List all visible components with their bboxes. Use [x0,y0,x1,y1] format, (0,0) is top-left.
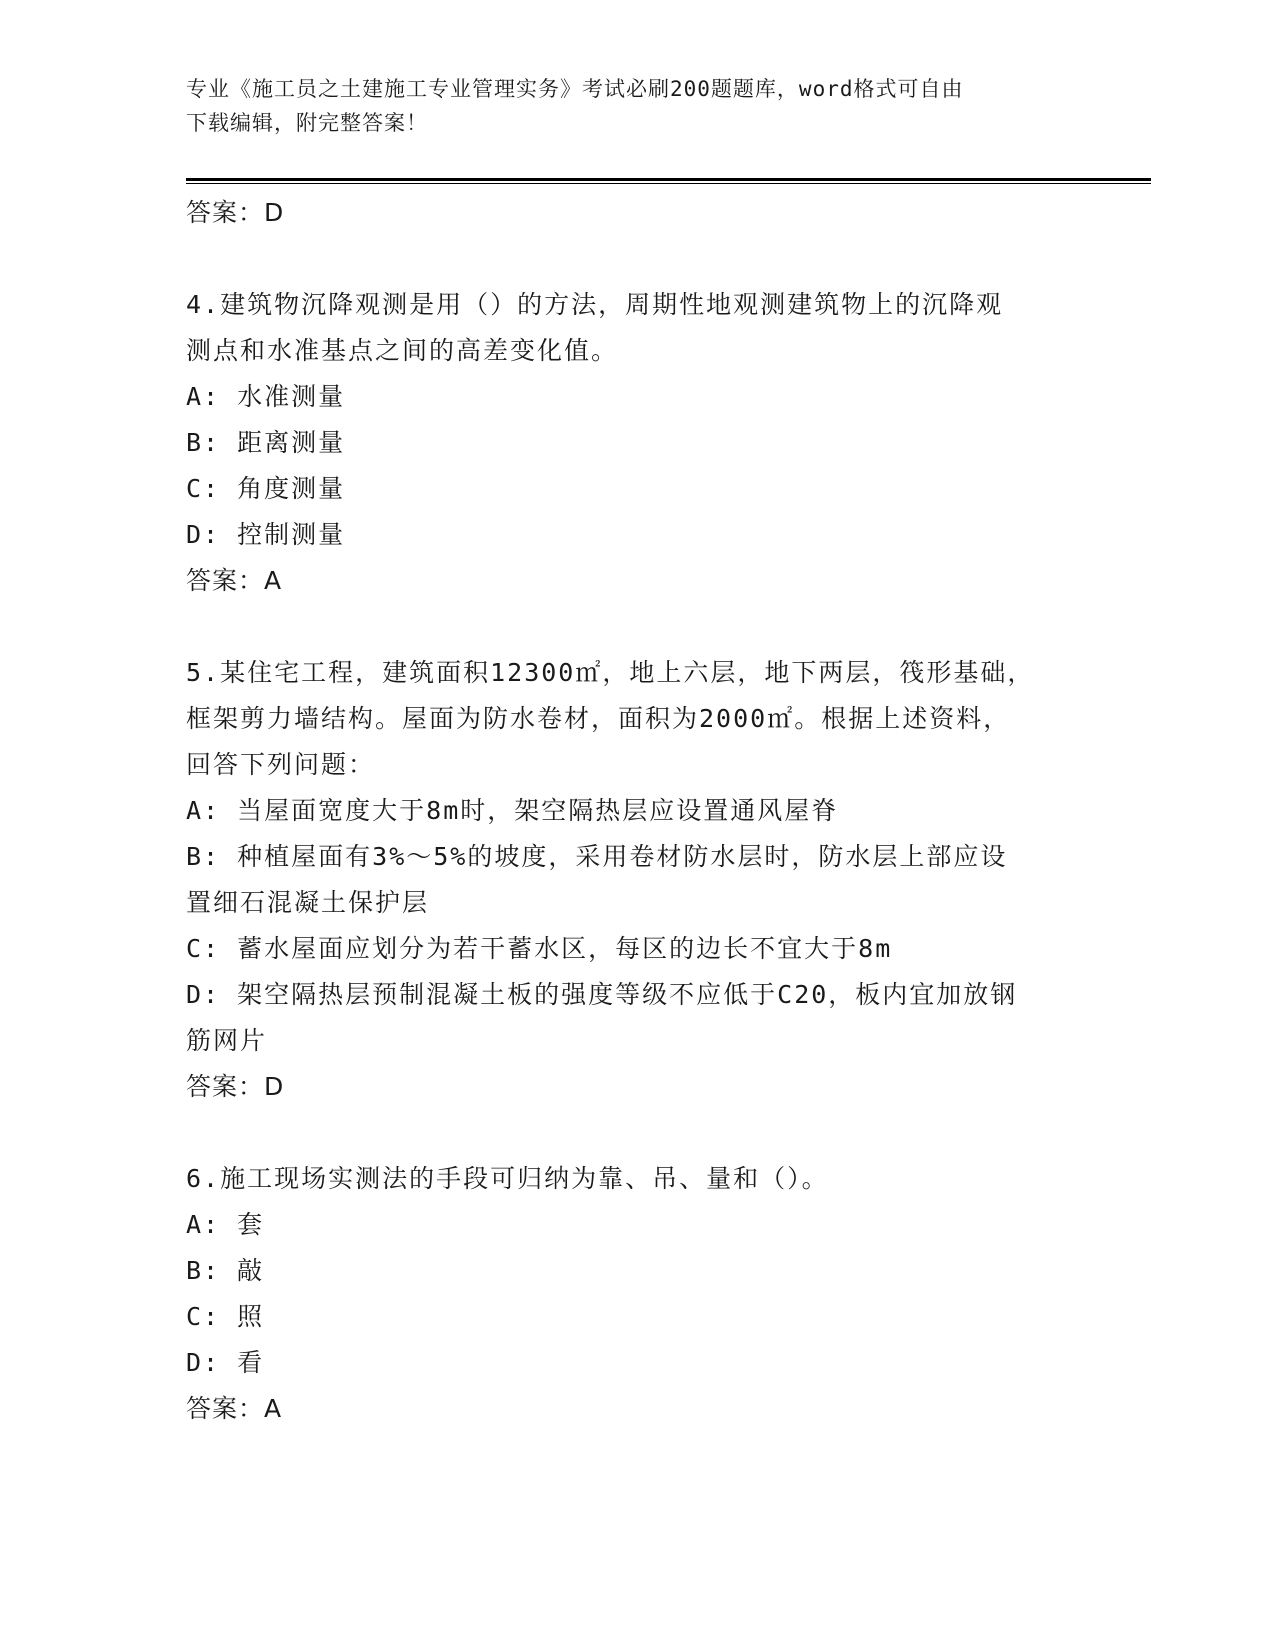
question-list [186,190,1086,1432]
question-stem-line: 测点和水准基点之间的高差变化值。 [186,336,619,365]
answer-line [186,190,1086,236]
question-stem-line: 框架剪力墙结构。屋面为防水卷材，面积为2000㎡。根据上述资料， [186,704,1011,733]
option-text-line: D: 控制测量 [186,520,346,549]
question-stem-line: 6.施工现场实测法的手段可归纳为靠、吊、量和（）。 [186,1164,829,1193]
answer-value: A [264,566,283,595]
answer-line [186,1386,1086,1432]
option-item [186,466,1086,512]
question-block [186,1156,1086,1432]
answer-line [186,1064,1086,1110]
option-text-line: C: 照 [186,1302,265,1331]
question-block [186,650,1086,1110]
option-text-line: 筋网片 [186,1026,268,1055]
option-item [186,1248,1086,1294]
answer-label: 答案： [186,1394,265,1423]
question-stem-line: 5.某住宅工程，建筑面积12300㎡，地上六层，地下两层，筏形基础， [186,658,1035,687]
option-item [186,1340,1086,1386]
option-item [186,1294,1086,1340]
option-item [186,420,1086,466]
question-stem-line: 回答下列问题： [186,750,376,779]
answer-label: 答案： [186,1072,265,1101]
answer-value: D [264,198,285,227]
header-divider-thick [186,178,1151,181]
option-text-line: C: 蓄水屋面应划分为若干蓄水区，每区的边长不宜大于8m [186,934,893,963]
answer-label: 答案： [186,198,265,227]
option-text-line: 置细石混凝土保护层 [186,888,430,917]
option-item [186,972,1086,1064]
option-text-line: A: 水准测量 [186,382,346,411]
document-header [186,72,1066,140]
question-spacer [186,604,1086,650]
question-spacer [186,236,1086,282]
option-item [186,834,1086,926]
answer-line [186,558,1086,604]
question-stem-line: 4.建筑物沉降观测是用（）的方法，周期性地观测建筑物上的沉降观 [186,290,1004,319]
answer-label: 答案： [186,566,265,595]
option-text-line: D: 架空隔热层预制混凝土板的强度等级不应低于C20，板内宜加放钢 [186,980,1018,1009]
option-text-line: B: 种植屋面有3%～5%的坡度，采用卷材防水层时，防水层上部应设 [186,842,1008,871]
option-item [186,1202,1086,1248]
option-text-line: B: 距离测量 [186,428,346,457]
option-item [186,788,1086,834]
option-text-line: D: 看 [186,1348,265,1377]
header-divider-thin [186,183,1151,184]
answer-value: A [264,1394,283,1423]
option-text-line: C: 角度测量 [186,474,346,503]
option-text-line: A: 当屋面宽度大于8m时，架空隔热层应设置通风屋脊 [186,796,839,825]
option-item [186,926,1086,972]
option-text-line: A: 套 [186,1210,265,1239]
answer-value: D [264,1072,285,1101]
header-line-2: 下载编辑，附完整答案！ [186,111,428,135]
option-item [186,374,1086,420]
option-item [186,512,1086,558]
question-spacer [186,1110,1086,1156]
question-block [186,282,1086,604]
option-text-line: B: 敲 [186,1256,265,1285]
header-line-1: 专业《施工员之土建施工专业管理实务》考试必刷200题题库，word格式可自由 [186,77,964,101]
